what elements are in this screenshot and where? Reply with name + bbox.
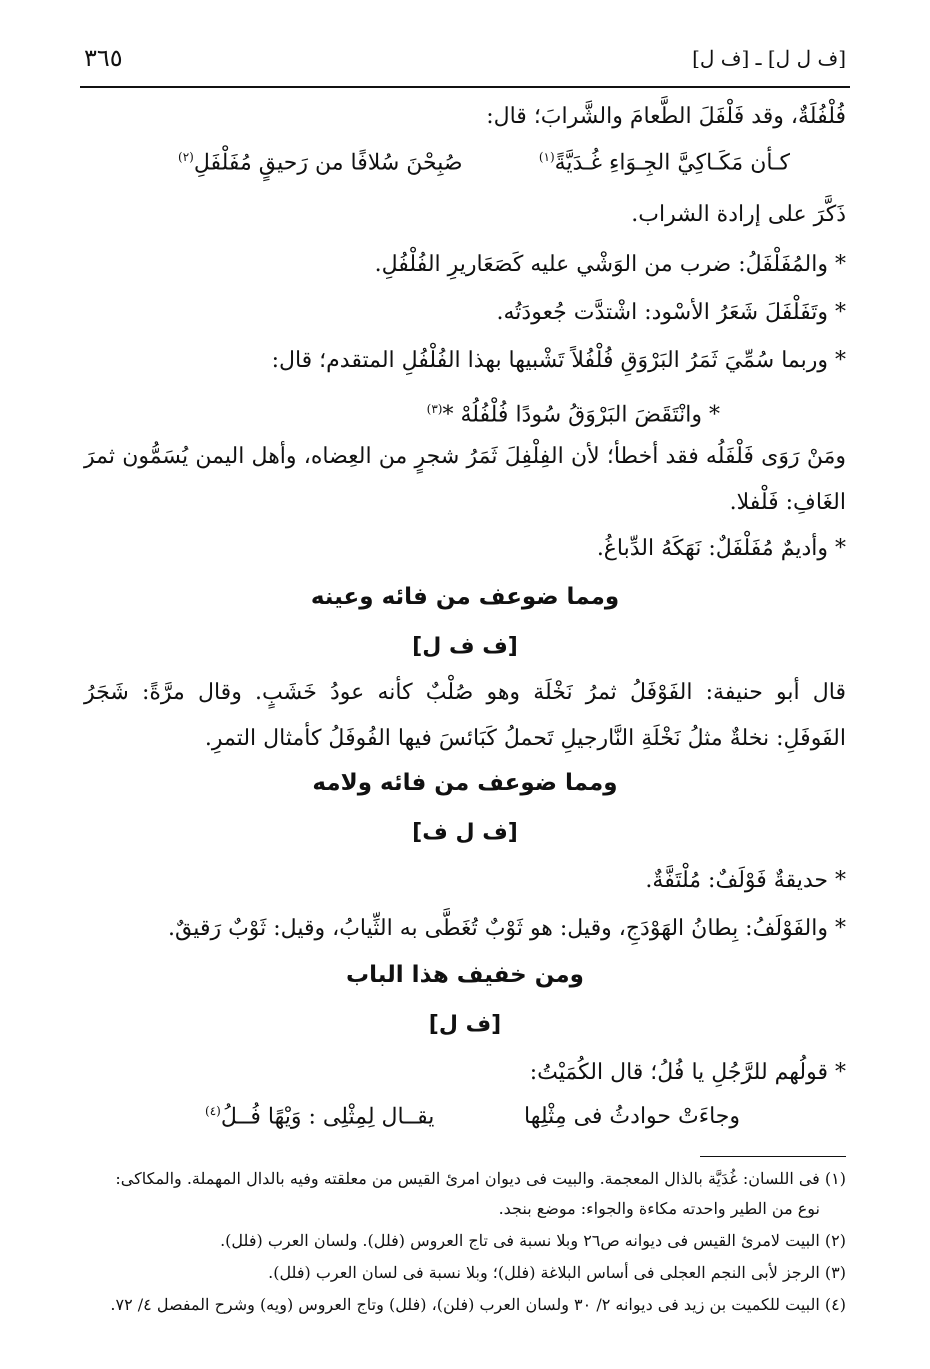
root-heading: [ف ف ل]	[412, 634, 518, 659]
running-header-roots: [ف ل ل] ـ [ف ل]	[692, 46, 846, 70]
footnote: (٣) الرجز لأبى النجم العجلى فى أساس البلاغة (فلل)؛ وبلا نسبة فى لسان العرب (فلل).	[268, 1263, 846, 1282]
text-line: * قولُهم للرَّجُلِ يا فُلُ؛ قال الكُمَيْتُ:	[529, 1060, 846, 1085]
text-line: ذَكَّرَ على إرادة الشراب.	[631, 202, 846, 227]
text-line: قال أبو حنيفة: الفَوْفَلُ ثمرُ نَخْلَة وهو صُلْبٌ كأنه عودُ خَشَبٍ. وقال مرَّةً: شَجَرُ	[84, 680, 846, 705]
page-number: ٣٦٥	[84, 44, 123, 72]
section-heading: ومما ضوعف من فائه ولامه	[312, 770, 618, 796]
footnote: (٢) البيت لامرئ القيس فى ديوانه ص٢٦ وبلا نسبة فى تاج العروس (فلل). ولسان العرب (فلل).	[220, 1231, 846, 1250]
root-heading: [ف ل ف]	[412, 820, 518, 845]
text-line: * حديقةٌ فَوْلَفٌ: مُلْتَفَّةٌ.	[645, 868, 846, 893]
header-rule	[80, 86, 850, 88]
root-heading: [ف ل]	[428, 1012, 502, 1037]
text-line: * والفَوْلَفُ: بِطانُ الهَوْدَجِ، وقيل: هو ثَوْبٌ تُغَطَّى به الثِّيابُ، وقيل: ثَوْبٌ رَقيقٌ.	[167, 916, 846, 941]
verse-text: صُبِحْنَ سُلافًا من رَحيقٍ مُفَلْفَلِ	[193, 150, 463, 176]
footnote: (٤) البيت للكميت بن زيد فى ديوانه ٢/ ٣٠ ولسان العرب (فلن)، (فلل) وتاج العروس (ويه) وشرح المفصل ٤/ ٧٢.	[110, 1295, 846, 1314]
text-line: * والمُفَلْفَلُ: ضرب من الوَشْي عليه كَصَعَاريرِ الفُلْفُلِ.	[374, 252, 846, 277]
footnote-ref[interactable]: (٤)	[205, 1104, 221, 1118]
text-line: الفَوفَلِ: نخلةٌ مثلُ نَخْلَةِ النَّارجيلِ تَحملُ كَبَائسَ فيها الفُوفَلُ كأمثال التمرِ.	[204, 726, 846, 751]
footnote-rule	[700, 1156, 846, 1157]
text-line: الغَافِ: فَلْفلا.	[729, 490, 846, 515]
text-line: ومَنْ رَوَى فَلْفَلُه فقد أخطأ؛ لأن الفِلْفِلَ ثَمَرُ شجرٍ من العِضاه، وأهل اليمن يُسَمُّون ثمرَ	[84, 444, 846, 469]
section-heading: ومما ضوعف من فائه وعينه	[310, 584, 620, 610]
verse-text: * وانْتَقَضَ البَرْوَقُ سُودًا فُلْفُلُهْ *	[442, 402, 720, 428]
text-line: * وتَفَلْفَلَ شَعَرُ الأسْود: اشْتدَّت جُعودَتُه.	[496, 300, 846, 325]
footnote-ref[interactable]: (٣)	[426, 402, 443, 416]
verse-hemistich-right: وجاءَتْ حوادثُ فى مِثْلِها	[524, 1104, 740, 1129]
rajaz-line	[427, 394, 720, 430]
verse-text: كـأن مَكَـاكِيَّ الجِـوَاءِ غُـدَيَّةً	[554, 150, 790, 176]
section-heading: ومن خفيف هذا الباب	[346, 962, 584, 988]
text-line: * وربما سُمِّيَ ثَمَرُ البَرْوَقِ فُلْفُلاً تَشْبيها بهذا الفُلْفُلِ المتقدم؛ قال:	[271, 348, 846, 373]
verse-hemistich-right	[539, 150, 790, 175]
verse-hemistich-left	[178, 150, 463, 175]
footnote-ref[interactable]: (١)	[538, 150, 555, 164]
text-line: فُلْفُلَةٌ، وقد فَلْفَلَ الطَّعامَ والشَّرابَ؛ قال:	[486, 104, 846, 129]
footnote-ref[interactable]: (٢)	[178, 150, 194, 164]
verse-hemistich-left	[205, 1104, 434, 1129]
footnote: نوع من الطير واحدته مكاءة والجواء: موضع بنجد.	[498, 1199, 820, 1218]
verse-text: يقــال لِمِثْلِى : وَيْهًا فُــلُ	[220, 1104, 435, 1130]
text-line: * وأديمٌ مُفَلْفَلٌ: نَهَكَهُ الدِّباغُ.	[596, 536, 846, 561]
footnote: (١) فى اللسان: غُدَيَّة بالذال المعجمة. والبيت فى ديوان امرئ القيس من معلقته وفيه بالدال المهملة. والمكاكى:	[115, 1169, 846, 1188]
